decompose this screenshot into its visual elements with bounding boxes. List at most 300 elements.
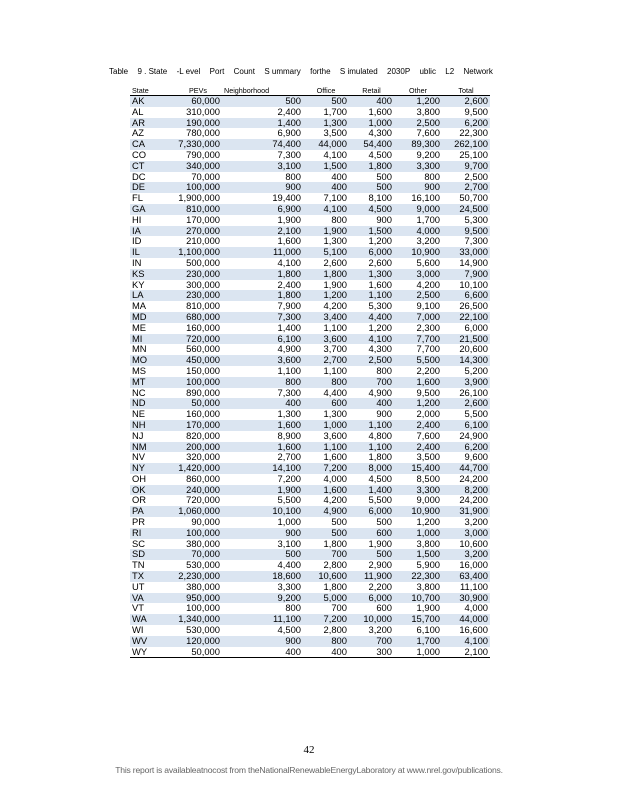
cell-office: 400 [331,170,347,182]
cell-pevs: 720,000 [174,334,222,345]
cell-pevs: 1,900,000 [178,192,220,204]
cell-total: 21,500 [442,334,490,345]
cell-state: KS [130,269,174,280]
cell-state: NJ [132,429,144,441]
cell-pevs: 380,000 [186,537,220,549]
cell-retail: 1,600 [368,105,392,117]
cell-neighborhood: 7,200 [277,472,301,484]
cell-state: AK [130,96,174,107]
cell-office: 1,000 [303,420,349,431]
cell-office: 2,700 [303,355,349,366]
cell-retail: 700 [349,377,394,388]
cell-retail: 5,500 [368,494,392,506]
cell-neighborhood: 400 [222,398,303,409]
cell-total: 11,100 [460,580,488,592]
cell-pevs: 680,000 [174,312,222,323]
cell-state: WI [132,624,144,636]
cell-office: 2,800 [323,559,347,571]
cell-state: CA [130,139,174,150]
cell-state: NC [132,386,146,398]
cell-office: 1,900 [303,226,349,237]
cell-other: 1,500 [394,549,442,560]
caption-word: -L evel [176,67,201,76]
cell-neighborhood: 7,300 [222,312,303,323]
cell-total: 3,900 [442,377,490,388]
cell-other: 1,200 [394,398,442,409]
cell-neighborhood: 1,800 [222,269,303,280]
cell-pevs: 100,000 [174,377,222,388]
cell-neighborhood: 8,900 [277,429,301,441]
cell-total: 14,900 [459,256,488,268]
cell-office: 1,800 [323,537,347,549]
cell-state: AR [130,118,174,129]
cell-neighborhood: 400 [222,647,303,658]
cell-neighborhood: 1,600 [222,420,303,431]
cell-office: 1,500 [303,161,349,172]
cell-other: 9,200 [416,148,440,160]
cell-total: 6,200 [442,442,490,453]
cell-retail: 1,900 [368,537,392,549]
cell-retail: 1,500 [349,226,394,237]
cell-pevs: 50,000 [174,647,222,658]
cell-neighborhood: 2,100 [222,226,303,237]
cell-office: 1,100 [323,364,347,376]
cell-state: MA [132,300,147,312]
cell-neighborhood: 7,300 [277,148,301,160]
cell-state: DC [132,170,146,182]
cell-other: 22,300 [394,571,442,582]
cell-total: 44,700 [442,463,490,474]
table-row [130,431,490,442]
cell-state: DE [130,182,174,193]
cell-neighborhood: 2,400 [277,105,301,117]
cell-retail: 4,500 [368,148,392,160]
cell-total: 26,500 [459,300,488,312]
cell-other: 7,000 [394,312,442,323]
cell-office: 3,500 [323,127,347,139]
cell-total: 3,200 [464,516,488,528]
cell-total: 4,100 [442,636,490,647]
cell-neighborhood: 5,500 [277,494,301,506]
caption-word: Port [209,67,225,76]
cell-neighborhood: 7,300 [277,386,301,398]
cell-retail: 500 [376,516,392,528]
cell-other: 8,500 [416,472,440,484]
cell-total: 7,300 [464,235,488,247]
cell-retail: 6,000 [349,593,394,604]
header-office: Office [303,86,349,96]
cell-state: AL [132,105,144,117]
cell-retail: 6,000 [349,506,394,517]
cell-pevs: 50,000 [174,398,222,409]
cell-neighborhood: 1,800 [222,290,303,301]
cell-other: 2,200 [416,364,440,376]
cell-total: 7,900 [442,269,490,280]
cell-pevs: 300,000 [186,278,220,290]
cell-office: 7,200 [303,614,349,625]
cell-office: 3,400 [303,312,349,323]
cell-other: 9,100 [416,300,440,312]
cell-other: 15,700 [394,614,442,625]
cell-retail: 4,500 [349,204,394,215]
cell-neighborhood: 10,100 [222,506,303,517]
cell-neighborhood: 1,300 [277,408,301,420]
cell-neighborhood: 18,600 [222,571,303,582]
cell-retail: 600 [376,602,392,614]
cell-pevs: 780,000 [186,127,220,139]
cell-office: 4,100 [323,148,347,160]
cell-pevs: 530,000 [186,559,220,571]
table-caption [109,67,493,76]
state-port-count-table [130,86,490,658]
cell-retail: 6,000 [349,247,394,258]
caption-word: S imulated [339,67,378,76]
cell-neighborhood: 11,100 [222,614,303,625]
cell-other: 3,500 [416,451,440,463]
cell-total: 33,000 [442,247,490,258]
cell-office: 5,100 [303,247,349,258]
cell-other: 16,100 [411,192,440,204]
cell-other: 15,400 [394,463,442,474]
cell-state: IL [130,247,174,258]
cell-pevs: 100,000 [174,182,222,193]
cell-neighborhood: 900 [222,528,303,539]
cell-retail: 1,100 [349,442,394,453]
cell-other: 9,000 [416,494,440,506]
header-neighborhood: Neighborhood [222,86,303,96]
cell-pevs: 560,000 [186,343,220,355]
cell-total: 5,500 [464,408,488,420]
cell-office: 7,200 [303,463,349,474]
cell-state: NY [130,463,174,474]
table-row [130,323,490,334]
table-body [130,96,490,658]
cell-retail: 2,500 [349,355,394,366]
cell-other: 1,700 [416,213,440,225]
cell-retail: 1,000 [349,118,394,129]
cell-neighborhood: 900 [222,182,303,193]
cell-state: MD [130,312,174,323]
cell-total: 16,000 [459,559,488,571]
cell-neighborhood: 7,900 [277,300,301,312]
cell-other: 3,800 [416,105,440,117]
cell-office: 400 [303,182,349,193]
cell-pevs: 120,000 [174,636,222,647]
cell-state: KY [132,278,145,290]
cell-neighborhood: 800 [285,602,301,614]
cell-total: 44,000 [442,614,490,625]
cell-other: 4,000 [394,226,442,237]
cell-other: 5,900 [416,559,440,571]
cell-total: 31,900 [442,506,490,517]
cell-total: 2,100 [442,647,490,658]
cell-office: 10,600 [303,571,349,582]
table-row [130,161,490,172]
cell-pevs: 190,000 [174,118,222,129]
cell-total: 10,100 [459,278,488,290]
cell-office: 3,700 [323,343,347,355]
cell-pevs: 160,000 [186,321,220,333]
cell-total: 3,000 [442,528,490,539]
cell-state: SD [130,549,174,560]
cell-other: 10,900 [394,506,442,517]
cell-state: NH [130,420,174,431]
cell-state: ND [130,398,174,409]
cell-neighborhood: 1,400 [222,118,303,129]
table-row [130,647,490,658]
cell-office: 500 [303,96,349,107]
cell-pevs: 950,000 [174,593,222,604]
cell-neighborhood: 1,900 [222,485,303,496]
cell-retail: 300 [349,647,394,658]
cell-other: 1,000 [394,528,442,539]
cell-retail: 4,500 [368,472,392,484]
cell-retail: 5,300 [368,300,392,312]
table-row [130,215,490,226]
cell-office: 3,600 [323,429,347,441]
cell-total: 22,100 [442,312,490,323]
cell-neighborhood: 500 [222,549,303,560]
cell-pevs: 230,000 [174,290,222,301]
cell-other: 10,700 [394,593,442,604]
cell-state: NV [132,451,146,463]
cell-office: 1,300 [323,235,347,247]
caption-word: ublic [419,67,436,76]
cell-pevs: 380,000 [186,580,220,592]
cell-retail: 1,200 [368,321,392,333]
cell-office: 1,200 [303,290,349,301]
cell-neighborhood: 1,100 [277,364,301,376]
cell-pevs: 500,000 [186,256,220,268]
cell-neighborhood: 9,200 [222,593,303,604]
cell-neighborhood: 11,000 [222,247,303,258]
cell-office: 1,800 [303,269,349,280]
cell-state: WY [130,647,174,658]
cell-other: 89,300 [394,139,442,150]
cell-pevs: 310,000 [186,105,220,117]
cell-pevs: 720,000 [186,494,220,506]
cell-retail: 8,000 [349,463,394,474]
cell-retail: 800 [376,364,392,376]
cell-pevs: 7,330,000 [174,139,222,150]
cell-office: 1,900 [323,278,347,290]
cell-other: 3,800 [416,580,440,592]
cell-pevs: 240,000 [174,485,222,496]
cell-other: 800 [424,170,440,182]
cell-pevs: 890,000 [186,386,220,398]
cell-pevs: 340,000 [174,161,222,172]
cell-other: 5,600 [416,256,440,268]
cell-pevs: 230,000 [174,269,222,280]
caption-word: L2 [445,67,455,76]
cell-pevs: 70,000 [174,549,222,560]
cell-state: ID [132,235,142,247]
cell-pevs: 1,100,000 [174,247,222,258]
cell-pevs: 820,000 [186,429,220,441]
cell-neighborhood: 2,400 [277,278,301,290]
cell-other: 2,500 [394,118,442,129]
header-pevs: PEVs [174,86,222,96]
cell-total: 22,300 [459,127,488,139]
cell-total: 262,100 [442,139,490,150]
cell-pevs: 100,000 [186,602,220,614]
cell-other: 900 [394,182,442,193]
cell-state: LA [130,290,174,301]
cell-office: 7,100 [323,192,347,204]
cell-retail: 1,600 [368,278,392,290]
cell-state: SC [132,537,146,549]
cell-office: 1,700 [323,105,347,117]
cell-office: 3,600 [303,334,349,345]
header-total: Total [442,86,490,96]
cell-total: 24,500 [442,204,490,215]
cell-retail: 4,800 [368,429,392,441]
cell-neighborhood: 6,100 [222,334,303,345]
cell-state: VT [132,602,144,614]
cell-pevs: 1,060,000 [174,506,222,517]
cell-pevs: 150,000 [186,364,220,376]
cell-pevs: 70,000 [191,170,220,182]
cell-other: 7,700 [416,343,440,355]
cell-office: 4,200 [323,494,347,506]
cell-state: UT [132,580,145,592]
cell-total: 5,200 [464,364,488,376]
cell-neighborhood: 4,500 [277,624,301,636]
cell-pevs: 200,000 [174,442,222,453]
cell-retail: 11,900 [349,571,394,582]
caption-word: Table [109,67,129,76]
cell-neighborhood: 3,100 [222,161,303,172]
cell-retail: 400 [349,398,394,409]
cell-total: 25,100 [459,148,488,160]
caption-word: forthe [310,67,331,76]
cell-total: 6,000 [464,321,488,333]
cell-pevs: 450,000 [174,355,222,366]
caption-word: 9 . State [137,67,168,76]
cell-total: 10,600 [459,537,488,549]
cell-other: 2,500 [394,290,442,301]
caption-word: Count [233,67,255,76]
cell-neighborhood: 6,900 [222,204,303,215]
cell-office: 400 [303,647,349,658]
cell-total: 9,700 [442,161,490,172]
cell-state: ME [132,321,147,333]
cell-state: MO [130,355,174,366]
cell-pevs: 790,000 [186,148,220,160]
cell-neighborhood: 900 [222,636,303,647]
cell-state: WV [130,636,174,647]
cell-other: 7,600 [416,429,440,441]
cell-state: NE [132,408,146,420]
cell-neighborhood: 1,900 [277,213,301,225]
cell-state: TX [130,571,174,582]
cell-state: MT [130,377,174,388]
cell-total: 9,500 [464,105,488,117]
cell-pevs: 320,000 [186,451,220,463]
cell-total: 9,500 [442,226,490,237]
cell-retail: 700 [349,636,394,647]
cell-neighborhood: 3,300 [277,580,301,592]
cell-total: 9,600 [464,451,488,463]
cell-retail: 1,400 [349,485,394,496]
cell-other: 2,400 [394,420,442,431]
cell-state: PA [130,506,174,517]
cell-state: OK [130,485,174,496]
cell-retail: 1,100 [349,420,394,431]
cell-other: 6,100 [416,624,440,636]
cell-state: PR [132,516,146,528]
cell-office: 44,000 [303,139,349,150]
cell-neighborhood: 3,100 [277,537,301,549]
cell-office: 4,000 [323,472,347,484]
cell-other: 1,200 [394,96,442,107]
cell-pevs: 810,000 [174,204,222,215]
cell-office: 700 [331,602,347,614]
cell-neighborhood: 14,100 [222,463,303,474]
cell-total: 16,600 [459,624,488,636]
cell-total: 24,200 [459,472,488,484]
cell-office: 1,600 [303,485,349,496]
cell-total: 2,700 [442,182,490,193]
cell-total: 24,200 [459,494,488,506]
cell-neighborhood: 800 [285,170,301,182]
cell-retail: 1,800 [368,451,392,463]
cell-total: 50,700 [459,192,488,204]
cell-retail: 2,200 [368,580,392,592]
cell-pevs: 160,000 [186,408,220,420]
cell-total: 14,300 [442,355,490,366]
cell-office: 4,400 [323,386,347,398]
cell-total: 4,000 [464,602,488,614]
cell-state: MS [132,364,147,376]
cell-office: 500 [303,528,349,539]
cell-retail: 900 [376,408,392,420]
cell-retail: 4,900 [368,386,392,398]
cell-retail: 1,100 [349,290,394,301]
cell-total: 26,100 [459,386,488,398]
caption-word: 2030P [387,67,411,76]
cell-retail: 2,600 [368,256,392,268]
cell-neighborhood: 800 [222,377,303,388]
cell-pevs: 2,230,000 [174,571,222,582]
cell-neighborhood: 3,600 [222,355,303,366]
cell-other: 10,900 [394,247,442,258]
cell-total: 24,900 [459,429,488,441]
cell-pevs: 270,000 [174,226,222,237]
cell-office: 1,100 [303,442,349,453]
cell-other: 3,300 [394,485,442,496]
cell-neighborhood: 2,700 [277,451,301,463]
cell-state: CT [130,161,174,172]
cell-neighborhood: 1,600 [222,442,303,453]
cell-office: 1,300 [323,408,347,420]
cell-total: 2,600 [442,96,490,107]
cell-pevs: 60,000 [174,96,222,107]
cell-pevs: 170,000 [174,420,222,431]
cell-retail: 1,800 [349,161,394,172]
cell-neighborhood: 19,400 [272,192,301,204]
cell-retail: 400 [349,96,394,107]
cell-other: 9,500 [416,386,440,398]
cell-state: AZ [132,127,144,139]
cell-state: TN [132,559,145,571]
cell-total: 30,900 [442,593,490,604]
cell-total: 2,600 [442,398,490,409]
header-retail: Retail [349,86,394,96]
cell-pevs: 530,000 [186,624,220,636]
cell-pevs: 210,000 [186,235,220,247]
cell-total: 63,400 [442,571,490,582]
